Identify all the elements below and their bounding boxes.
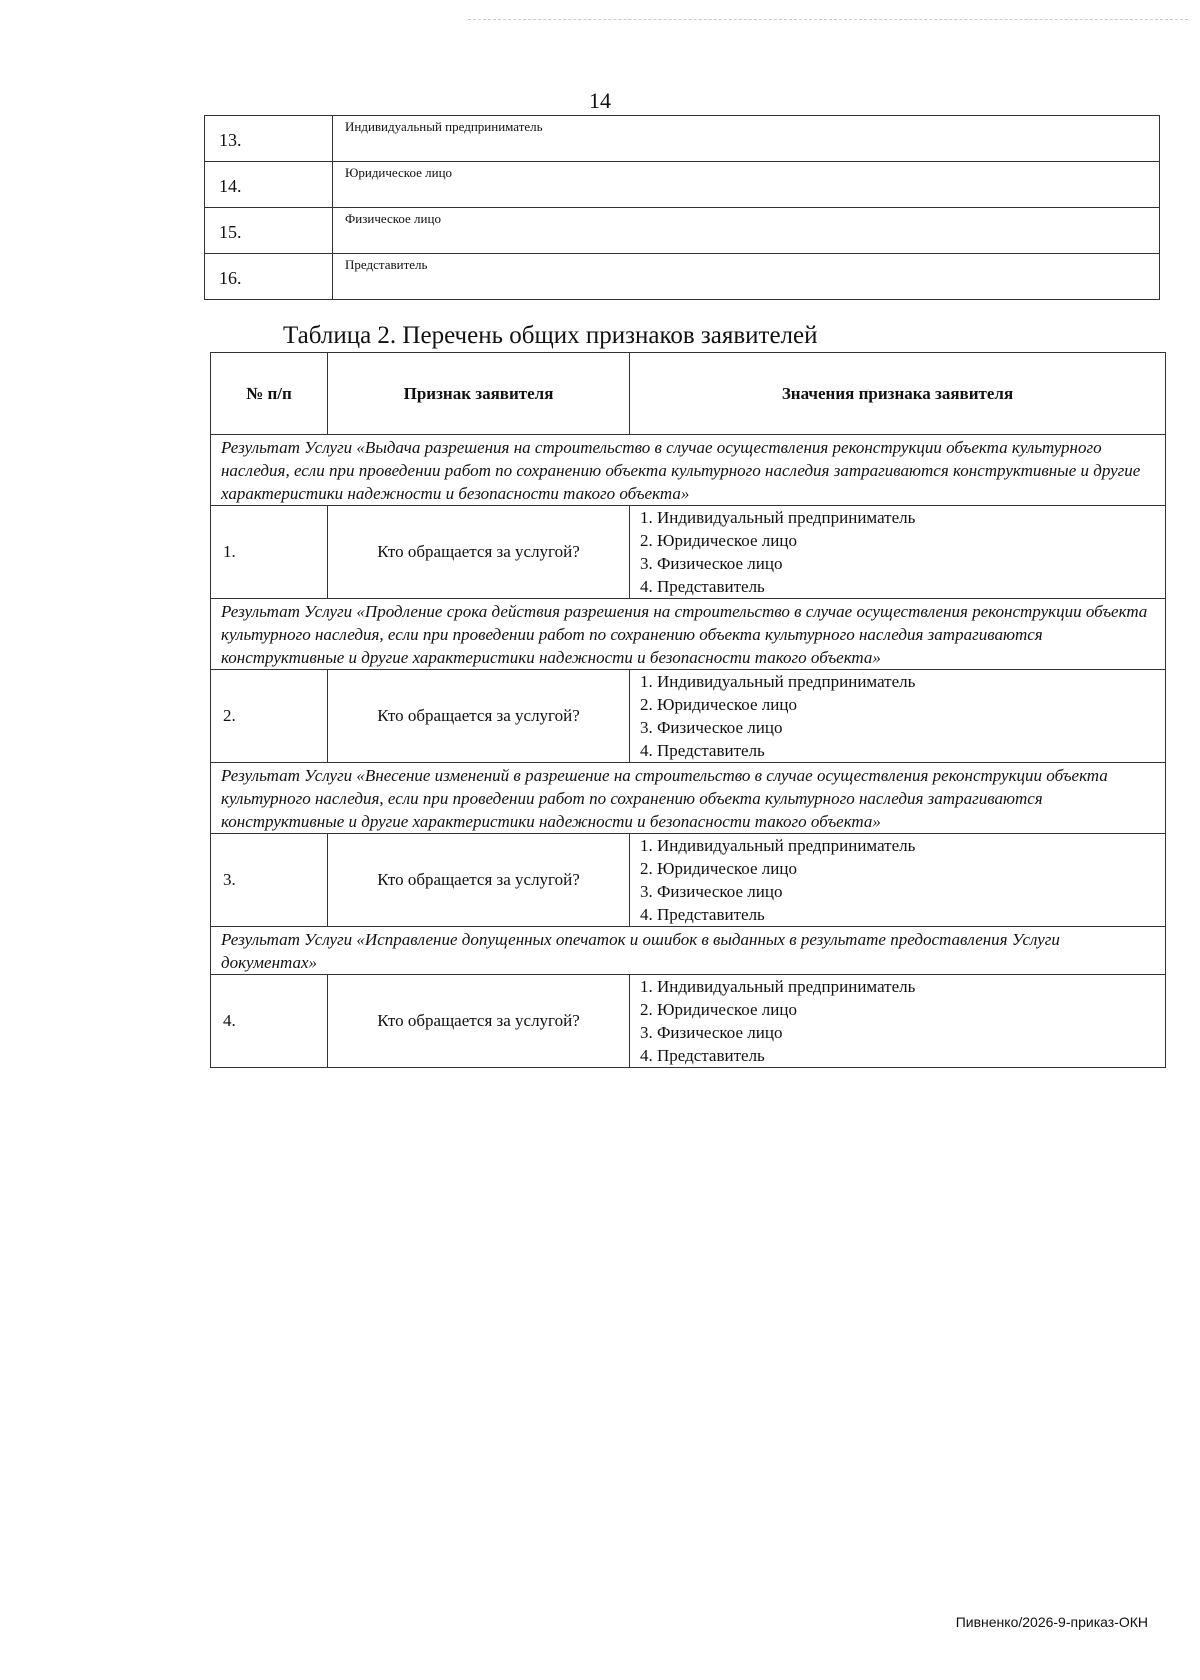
table-row xyxy=(211,506,1166,599)
header-values: Значения признака заявителя xyxy=(630,353,1166,435)
service-result-title: Результат Услуги «Выдача разрешения на строительство в случае осуществления реконструкции объекта культурного наследия, если при проведении работ по сохранению объекта культурного наследия затрагиваются конструктивные и другие характеристики надежности и безопасности такого объекта» xyxy=(211,435,1166,506)
table-row xyxy=(205,116,1160,162)
feature-value-item: 2. Юридическое лицо xyxy=(640,859,797,878)
feature-value-item: 2. Юридическое лицо xyxy=(640,695,797,714)
header-number: № п/п xyxy=(211,353,328,435)
applicant-feature: Кто обращается за услугой? xyxy=(328,975,630,1068)
result-group-row xyxy=(211,927,1166,975)
applicant-feature: Кто обращается за услугой? xyxy=(328,670,630,763)
row-number: 3. xyxy=(211,834,328,927)
service-result-title: Результат Услуги «Исправление допущенных опечаток и ошибок в выданных в результате предоставления Услуги документах» xyxy=(211,927,1166,975)
document-code: Пивненко/2026-9-приказ-ОКН xyxy=(955,1614,1148,1630)
feature-value-item: 1. Индивидуальный предприниматель xyxy=(640,977,916,996)
row-number: 16. xyxy=(205,254,333,300)
table-row xyxy=(205,254,1160,300)
row-text: Юридическое лицо xyxy=(333,162,1160,208)
applicant-feature: Кто обращается за услугой? xyxy=(328,506,630,599)
feature-value-item: 4. Представитель xyxy=(640,577,765,596)
page-number: 14 xyxy=(589,88,611,113)
feature-value-item: 4. Представитель xyxy=(640,741,765,760)
feature-value-item: 4. Представитель xyxy=(640,905,765,924)
result-group-row xyxy=(211,599,1166,670)
table-row xyxy=(211,834,1166,927)
feature-value-item: 3. Физическое лицо xyxy=(640,882,783,901)
result-group-row xyxy=(211,435,1166,506)
row-number: 1. xyxy=(211,506,328,599)
feature-values xyxy=(630,975,1166,1068)
row-number: 14. xyxy=(205,162,333,208)
applicant-feature: Кто обращается за услугой? xyxy=(328,834,630,927)
scan-artifact-line xyxy=(468,19,1188,20)
feature-values xyxy=(630,670,1166,763)
row-text: Индивидуальный предприниматель xyxy=(333,116,1160,162)
feature-value-item: 1. Индивидуальный предприниматель xyxy=(640,672,916,691)
row-number: 4. xyxy=(211,975,328,1068)
feature-value-item: 2. Юридическое лицо xyxy=(640,531,797,550)
feature-value-item: 1. Индивидуальный предприниматель xyxy=(640,508,916,527)
service-result-title: Результат Услуги «Внесение изменений в разрешение на строительство в случае осуществления реконструкции объекта культурного наследия, если при проведении работ по сохранению объекта культурного наследия затрагиваются конструктивные и другие характеристики надежности и безопасности такого объекта» xyxy=(211,763,1166,834)
service-result-title: Результат Услуги «Продление срока действия разрешения на строительство в случае осуществления реконструкции объекта культурного наследия, если при проведении работ по сохранению объекта культурного наследия затрагиваются конструктивные и другие характеристики надежности и безопасности такого объекта» xyxy=(211,599,1166,670)
feature-value-item: 2. Юридическое лицо xyxy=(640,1000,797,1019)
table-row xyxy=(205,162,1160,208)
feature-value-item: 3. Физическое лицо xyxy=(640,1023,783,1042)
row-number: 13. xyxy=(205,116,333,162)
row-text: Представитель xyxy=(333,254,1160,300)
row-number: 15. xyxy=(205,208,333,254)
feature-value-item: 3. Физическое лицо xyxy=(640,718,783,737)
result-group-row xyxy=(211,763,1166,834)
table-header-row xyxy=(211,353,1166,435)
table-row xyxy=(211,975,1166,1068)
feature-values xyxy=(630,834,1166,927)
feature-value-item: 3. Физическое лицо xyxy=(640,554,783,573)
table-row xyxy=(205,208,1160,254)
feature-value-item: 1. Индивидуальный предприниматель xyxy=(640,836,916,855)
table-row xyxy=(211,670,1166,763)
row-number: 2. xyxy=(211,670,328,763)
feature-value-item: 4. Представитель xyxy=(640,1046,765,1065)
row-text: Физическое лицо xyxy=(333,208,1160,254)
table2-title: Таблица 2. Перечень общих признаков заявителей xyxy=(283,322,818,349)
header-feature: Признак заявителя xyxy=(328,353,630,435)
feature-values xyxy=(630,506,1166,599)
applicant-features-table xyxy=(210,352,1166,1068)
applicant-table-continued xyxy=(204,115,1160,300)
